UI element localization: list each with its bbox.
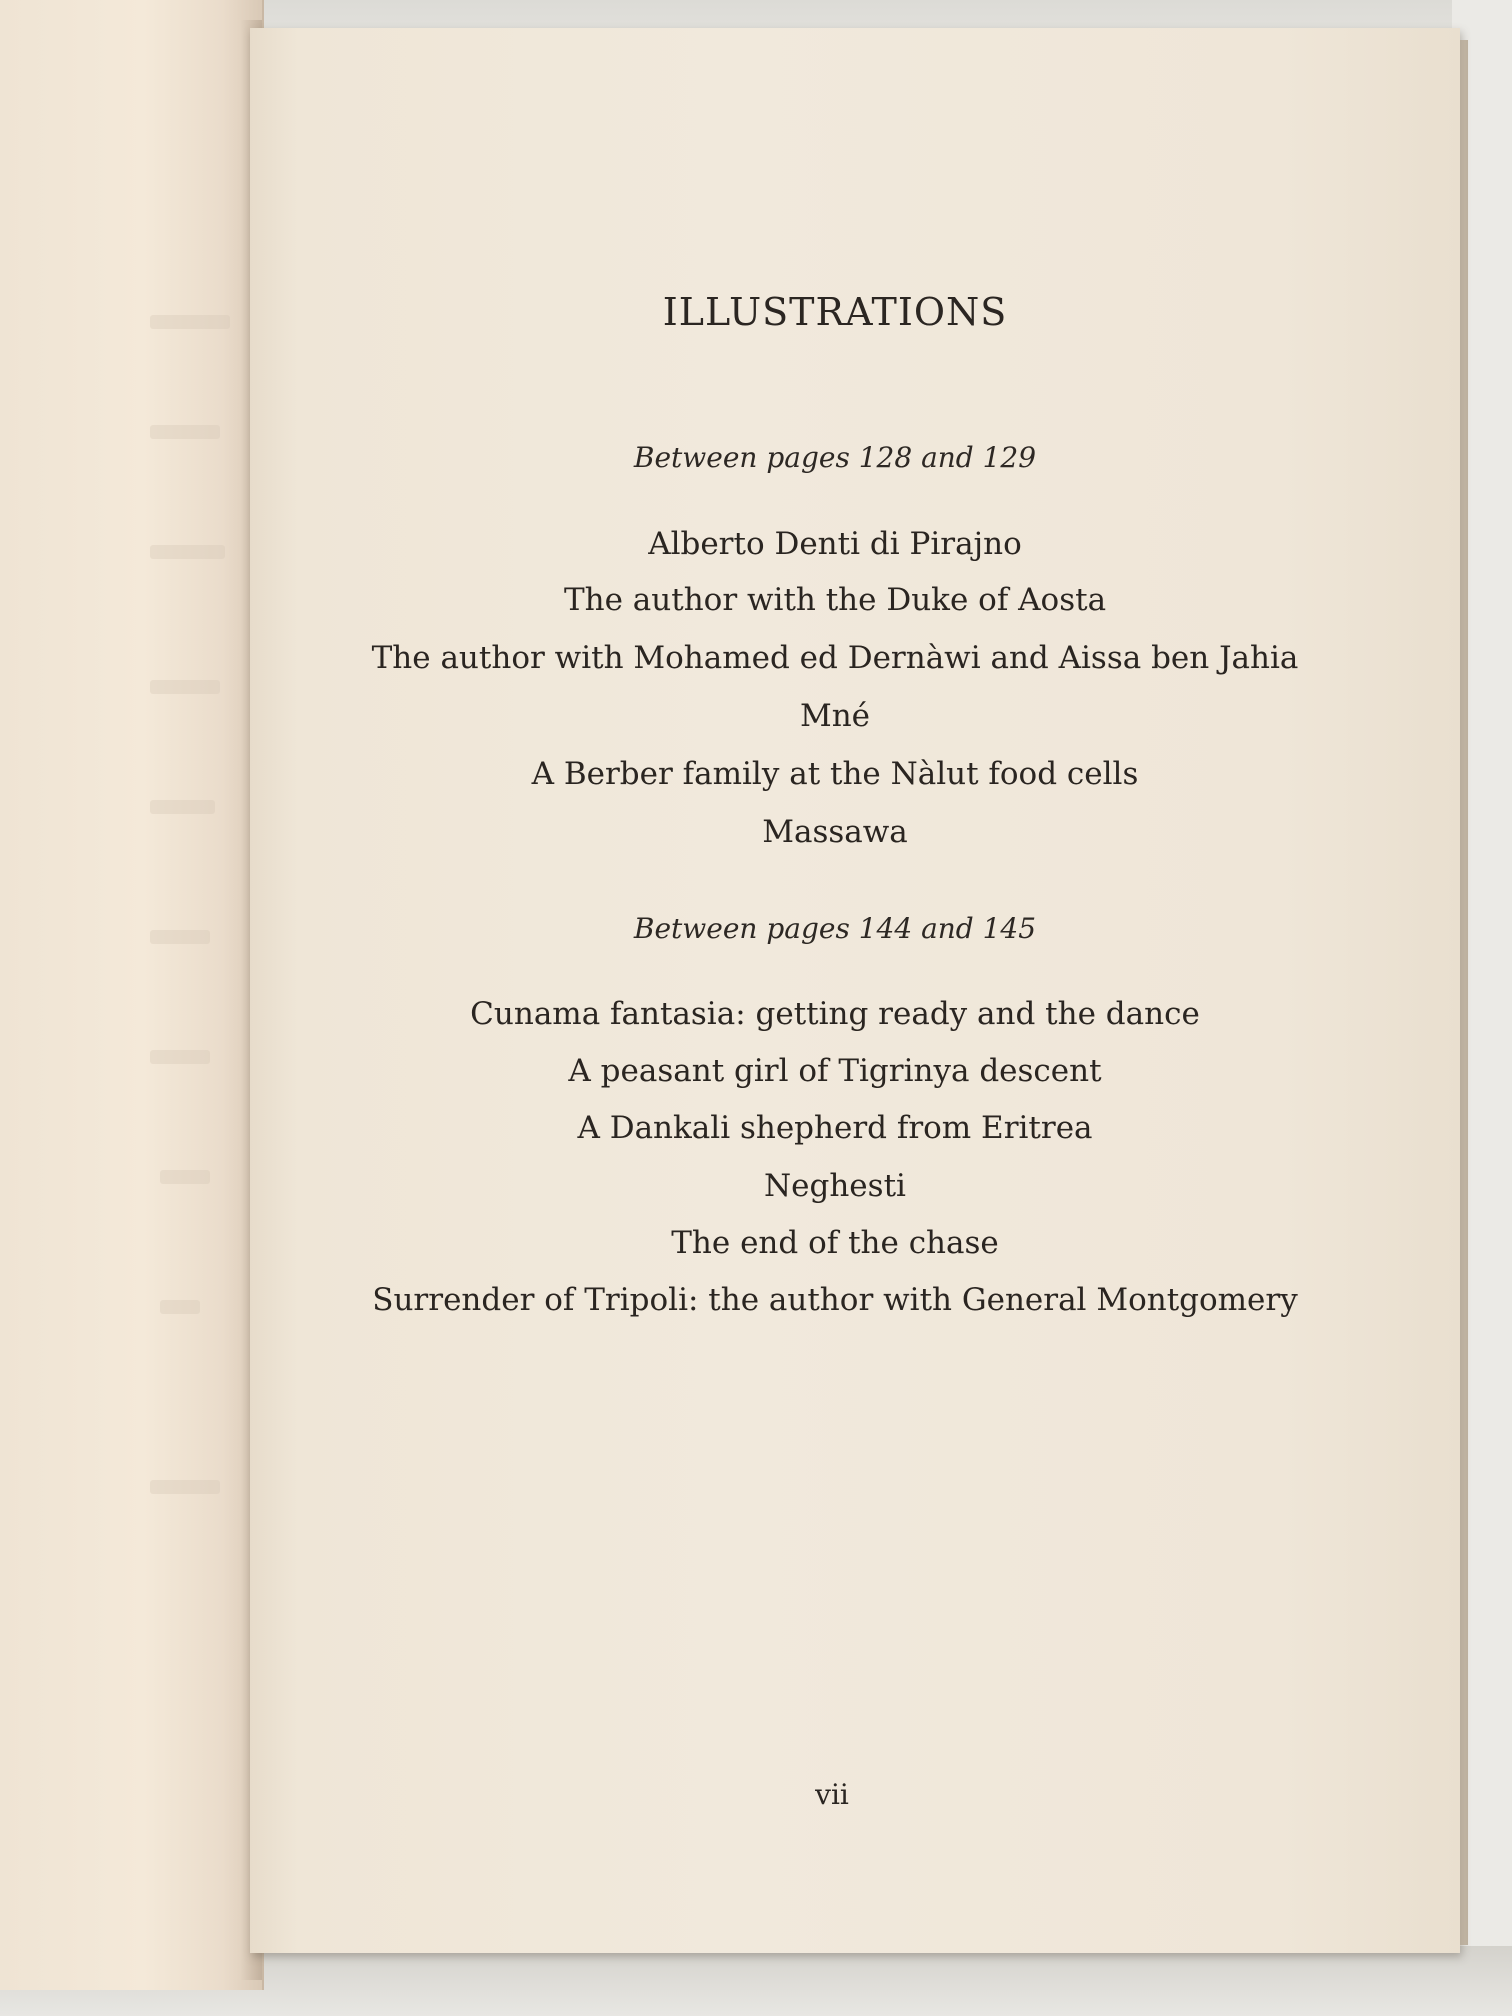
- page-number: vii: [815, 1778, 849, 1811]
- list-item: Alberto Denti di Pirajno: [648, 526, 1022, 562]
- list-item: Cunama fantasia: getting ready and the dance: [470, 996, 1200, 1032]
- section-caption: Between pages 128 and 129: [633, 441, 1037, 474]
- page-content: [250, 28, 1460, 1953]
- list-item: The end of the chase: [671, 1225, 999, 1261]
- list-item: The author with the Duke of Aosta: [563, 582, 1107, 618]
- list-item: A peasant girl of Tigrinya descent: [568, 1053, 1102, 1089]
- list-item: A Dankali shepherd from Eritrea: [577, 1110, 1093, 1146]
- book-page: [250, 28, 1460, 1953]
- list-item: Mné: [799, 698, 871, 734]
- show-through-text: [0, 0, 262, 1990]
- list-item: A Berber family at the Nàlut food cells: [531, 756, 1139, 792]
- section-caption: Between pages 144 and 145: [633, 912, 1037, 945]
- list-item: Surrender of Tripoli: the author with General Montgomery: [372, 1282, 1298, 1318]
- left-page: [0, 0, 264, 1990]
- page-edge: [1460, 40, 1468, 1945]
- page-heading: ILLUSTRATIONS: [662, 290, 1008, 334]
- list-item: The author with Mohamed ed Dernàwi and Aissa ben Jahia: [371, 640, 1299, 676]
- list-item: Massawa: [762, 814, 908, 850]
- list-item: Neghesti: [764, 1168, 906, 1204]
